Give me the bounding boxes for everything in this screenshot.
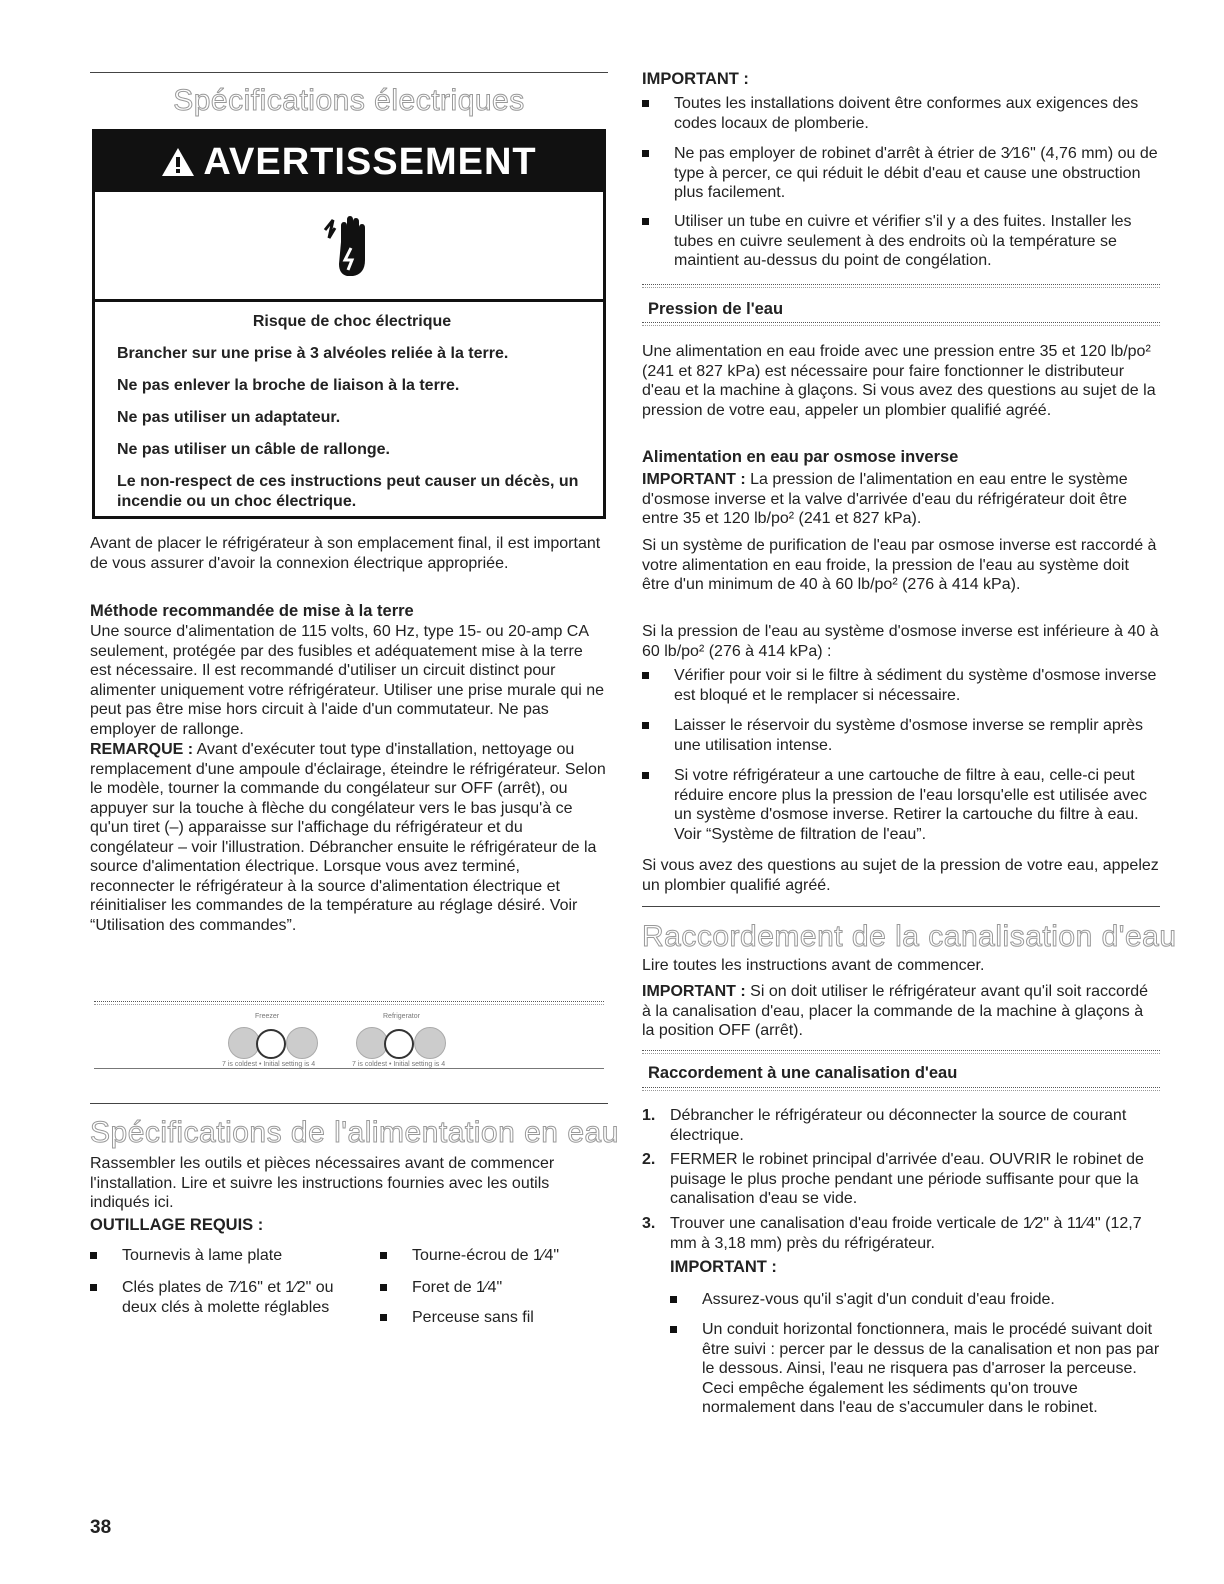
important-item: Toutes les installations doivent être conformes aux exigences des codes locaux de plomberie. <box>642 94 1160 133</box>
refrigerator-up-button <box>414 1027 446 1059</box>
tool-item: Perceuse sans fil <box>380 1308 608 1328</box>
subsection-rule <box>642 284 1160 288</box>
grounding-heading: Méthode recommandée de mise à la terre <box>90 602 414 620</box>
step3-item: Un conduit horizontal fonctionnera, mais le procédé suivant doit être suivi : percer par le dessus de la canalisation et non pas par le dessous. Ainsi, l'eau ne risquera pas d'arroser la perceuse. Ceci empêche également les sédiments qu'on trouve normalement dans l'eau de s'accumuler dans le robinet. <box>670 1320 1160 1418</box>
connect-heading: Raccordement à une canalisation d'eau <box>648 1064 958 1082</box>
section-rule <box>90 1103 608 1104</box>
step-item: 1. Débrancher le réfrigérateur ou déconnecter la source de courant électrique. <box>642 1107 1127 1144</box>
freezer-up-button <box>286 1027 318 1059</box>
warning-line: Le non-respect de ces instructions peut causer un décès, un incendie ou un choc électrique. <box>117 473 579 510</box>
refrigerator-label: Refrigerator <box>383 1013 420 1020</box>
pressure-heading: Pression de l'eau <box>648 300 784 318</box>
ro-paragraph: Si un système de purification de l'eau par osmose inverse est raccordé à votre alimentation en eau froide, la pression de l'eau au système doit être d'un minimum de 40 à 60 lb/po² (276 à 414 kPa). <box>642 537 1157 593</box>
section-rule <box>90 72 608 73</box>
subsection-rule <box>642 1050 1160 1054</box>
connection-important-label: IMPORTANT : <box>642 983 746 1000</box>
warning-line: Ne pas utiliser un adaptateur. <box>117 409 341 426</box>
connection-important-text: Si on doit utiliser le réfrigérateur avant qu'il soit raccordé à la canalisation d'eau, placer la commande de la machine à glaçons à la position OFF (arrêt). <box>642 983 1149 1039</box>
subsection-rule <box>642 322 1160 326</box>
illustration-bottom-rule <box>94 1068 604 1069</box>
water-supply-intro: Rassembler les outils et pièces nécessaires avant de commencer l'installation. Lire et suivre les instructions fournies avec les outils indiqués ici. <box>90 1155 555 1211</box>
remarque-paragraph <box>90 740 608 935</box>
warning-icon-area <box>95 192 603 302</box>
grounding-text: Une source d'alimentation de 115 volts, 60 Hz, type 15- ou 20-amp CA seulement, protégée par des fusibles et adéquatement mise à la terre est nécessaire. Il est recommandé d'utiliser un circuit distinct pour alimenter uniquement votre réfrigérateur. Utiliser une prise murale qui ne peut pas être mise hors circuit à l'aide d'un commutateur. Ne pas employer de rallonge. <box>90 623 605 738</box>
warning-header <box>95 132 603 192</box>
connection-intro: Lire toutes les instructions avant de commencer. <box>642 957 985 974</box>
warning-line: Ne pas enlever la broche de liaison à la terre. <box>117 377 460 394</box>
section-rule <box>642 906 1160 907</box>
step3-important-heading: IMPORTANT : <box>670 1258 777 1276</box>
warning-line: Brancher sur une prise à 3 alvéoles reliée à la terre. <box>117 345 509 362</box>
page-number: 38 <box>90 1517 112 1538</box>
tools-heading: OUTILLAGE REQUIS : <box>90 1216 264 1234</box>
electric-shock-hand-icon <box>321 212 381 292</box>
step-item: 3. Trouver une canalisation d'eau froide verticale de 1⁄2" à 11⁄4" (12,7 mm à 3,18 mm) près du réfrigérateur. <box>642 1215 1142 1252</box>
important-heading: IMPORTANT : <box>642 70 749 88</box>
important-item: Utiliser un tube en cuivre et vérifier s'il y a des fuites. Installer les tubes en cuivre seulement à des endroits où la température se maintient au-dessus du point de congélation. <box>642 212 1160 271</box>
tool-item: Foret de 1⁄4" <box>380 1278 608 1298</box>
section-title-water-connection: Raccordement de la canalisation d'eau <box>642 920 1177 953</box>
freezer-display <box>256 1029 286 1059</box>
warning-header-text: AVERTISSEMENT <box>203 140 537 183</box>
section-title-electrical: Spécifications électriques <box>173 84 525 117</box>
refrigerator-caption: 7 is coldest • Initial setting is 4 <box>352 1061 446 1068</box>
section-title-water-supply: Spécifications de l'alimentation en eau <box>90 1116 619 1149</box>
ro-heading: Alimentation en eau par osmose inverse <box>642 448 959 466</box>
ro-important <box>642 470 1160 529</box>
ro-item: Laisser le réservoir du système d'osmose inverse se remplir après une utilisation intense. <box>642 716 1160 755</box>
pressure-text: Une alimentation en eau froide avec une pression entre 35 et 120 lb/po² (241 et 827 kPa) est nécessaire pour faire fonctionner le distributeur d'eau et la machine à glaçons. Si vous avez des questions au sujet de la pression de votre eau, appeler un plombier qualifié agréé. <box>642 343 1156 419</box>
important-item: Ne pas employer de robinet d'arrêt à étrier de 3⁄16" (4,76 mm) ou de type à percer, ce qui réduit le débit d'eau et cause une obstruction plus facilement. <box>642 144 1160 203</box>
tool-item: Tournevis à lame plate <box>90 1246 360 1266</box>
tool-item: Clés plates de 7⁄16" et 1⁄2" ou deux clés à molette réglables <box>90 1278 360 1317</box>
warning-triangle-icon <box>161 147 195 177</box>
step3-item: Assurez-vous qu'il s'agit d'un conduit d'eau froide. <box>670 1290 1160 1310</box>
warning-risk-title: Risque de choc électrique <box>252 313 452 330</box>
warning-line: Ne pas utiliser un câble de rallonge. <box>117 441 390 458</box>
freezer-caption: 7 is coldest • Initial setting is 4 <box>222 1061 316 1068</box>
ro-closing: Si vous avez des questions au sujet de la pression de votre eau, appelez un plombier qualifié agréé. <box>642 857 1159 894</box>
ro-paragraph: Si la pression de l'eau au système d'osmose inverse est inférieure à 40 à 60 lb/po² (276 à 414 kPa) : <box>642 623 1159 660</box>
ro-item: Si votre réfrigérateur a une cartouche de filtre à eau, celle-ci peut réduire encore plus la pression de l'eau lorsqu'elle est utilisée avec un système d'osmose inverse. Retirer la cartouche du filtre à eau. Voir “Système de filtration de l'eau”. <box>642 766 1160 844</box>
ro-important-text: La pression de l'alimentation en eau entre le système d'osmose inverse et la valve d'arrivée d'eau du réfrigérateur doit être entre 35 et 120 lb/po² (241 et 827 kPa). <box>642 471 1128 527</box>
ro-item: Vérifier pour voir si le filtre à sédiment du système d'osmose inverse est bloqué et le remplacer si nécessaire. <box>642 666 1160 705</box>
electrical-intro: Avant de placer le réfrigérateur à son emplacement final, il est important de vous assurer d'avoir la connexion électrique appropriée. <box>90 535 601 572</box>
ro-important-label: IMPORTANT : <box>642 471 746 488</box>
warning-box <box>92 129 606 519</box>
connection-important <box>642 982 1160 1041</box>
remarque-text: Avant d'exécuter tout type d'installation, nettoyage ou remplacement d'une ampoule d'éclairage, éteindre le réfrigérateur. Selon le modèle, tourner la commande du congélateur sur OFF (arrêt), ou appuyer sur la touche à flèche du congélateur vers le bas jusqu'à ce qu'un tiret (–) apparaisse sur l'affichage du réfrigérateur et du congélateur – voir l'illustration. Débrancher ensuite le réfrigérateur de la source d'alimentation électrique. Lorsque vous avez terminé, reconnecter le réfrigérateur à la source d'alimentation électrique et réinitialiser les commandes de la température au réglage désiré. Voir “Utilisation des commandes”. <box>90 741 606 934</box>
subsection-rule <box>642 1087 1160 1091</box>
warning-text <box>117 312 587 524</box>
tool-item: Tourne-écrou de 1⁄4" <box>380 1246 608 1266</box>
freezer-label: Freezer <box>255 1013 280 1020</box>
illustration-top-rule <box>94 1001 604 1005</box>
refrigerator-display <box>384 1029 414 1059</box>
step-item: 2. FERMER le robinet principal d'arrivée d'eau. OUVRIR le robinet de puisage le plus proche pendant une période suffisante pour que la canalisation d'eau se vide. <box>642 1151 1144 1207</box>
remarque-label: REMARQUE : <box>90 741 194 758</box>
